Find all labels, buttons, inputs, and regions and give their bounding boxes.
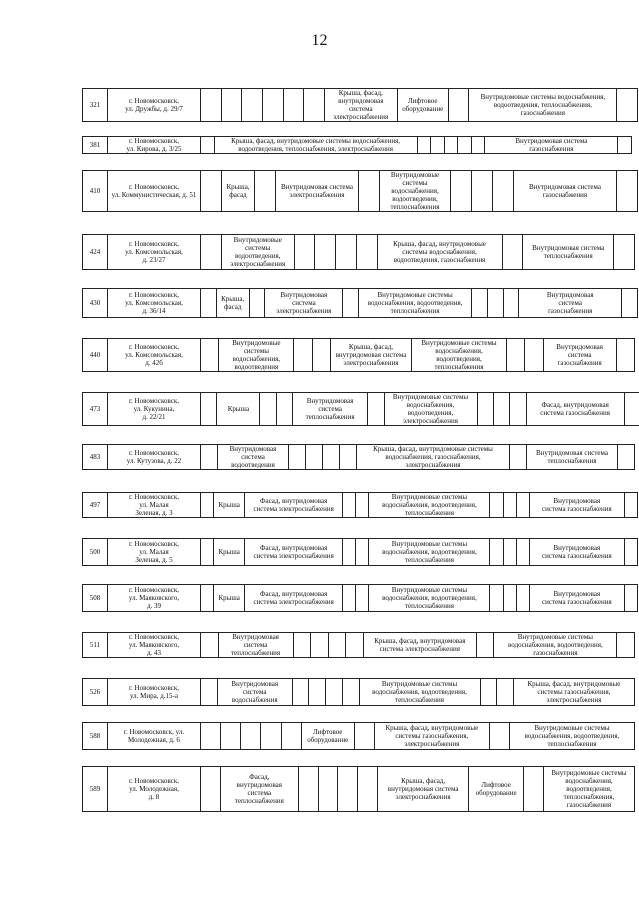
work-cell: Крыша, фасад [222, 171, 255, 212]
address-cell: г. Новомосковск, ул. Маяковского, д. 43 [108, 633, 201, 658]
empty-cell [472, 289, 488, 318]
empty-cell [497, 679, 514, 706]
empty-cell [493, 393, 509, 426]
empty-cell [503, 493, 516, 518]
empty-cell [312, 339, 330, 372]
empty-cell [622, 289, 638, 318]
work-cell: Фасад, внутридомовая система электроснабжения [245, 539, 343, 566]
empty-cell [444, 137, 458, 154]
address-cell: г. Новомосковск, ул. Кутузова, д. 22 [108, 445, 201, 470]
work-cell: Внутридомовые системы водоснабжения, водоотведения, теплоснабжения [369, 493, 490, 518]
empty-cell [242, 89, 263, 122]
empty-cell [241, 723, 261, 750]
empty-cell [201, 445, 218, 470]
work-cell: Внутридомовая система газоснабжения [529, 539, 624, 566]
empty-cell [624, 539, 637, 566]
work-cell: Внутридомовые системы водоснабжения, водоотведения, теплоснабжения [369, 539, 490, 566]
building-row-588 [82, 722, 635, 750]
empty-cell [315, 235, 336, 270]
empty-cell [201, 171, 222, 212]
empty-cell [368, 393, 384, 426]
empty-cell [417, 137, 431, 154]
empty-cell [356, 539, 369, 566]
empty-cell [490, 539, 503, 566]
row-number: 424 [83, 235, 108, 270]
row-number: 321 [83, 89, 108, 122]
empty-cell [476, 633, 494, 658]
work-cell: Фасад, внутридомовая система электроснабжения [245, 493, 343, 518]
empty-cell [431, 137, 445, 154]
work-cell: Внутридомовые системы водоснабжения, водоотведения, теплоснабжения, газоснабжения [543, 767, 634, 812]
row-number: 440 [83, 339, 108, 372]
empty-cell [490, 585, 503, 612]
empty-cell [201, 493, 214, 518]
empty-cell [201, 767, 221, 812]
work-cell: Внутридомовая система водоснабжения [217, 679, 292, 706]
empty-cell [358, 767, 378, 812]
empty-cell [311, 633, 329, 658]
empty-cell [293, 633, 311, 658]
work-cell: Внутридомовая система газоснабжения [543, 339, 616, 372]
empty-cell [306, 445, 323, 470]
building-row-497 [82, 492, 638, 518]
empty-cell [493, 171, 514, 212]
empty-cell [490, 493, 503, 518]
empty-cell [201, 585, 214, 612]
empty-cell [472, 171, 493, 212]
work-cell: Внутридомовые системы водоснабжения, водоотведения, теплоснабжения [369, 585, 490, 612]
building-row-589 [82, 766, 635, 812]
empty-cell [201, 539, 214, 566]
building-row-473 [82, 392, 639, 426]
empty-cell [294, 339, 312, 372]
empty-cell [524, 767, 544, 812]
work-cell: Внутридомовая система водоотведения [218, 445, 289, 470]
work-cell: Лифтовое оборудование [397, 89, 448, 122]
empty-cell [487, 289, 503, 318]
empty-cell [525, 339, 543, 372]
empty-cell [201, 137, 215, 154]
empty-cell [624, 493, 637, 518]
building-row-424 [82, 234, 635, 270]
work-cell: Крыша, фасад [216, 289, 249, 318]
work-cell: Внутридомовые системы водоснабжения, водоотведения [219, 339, 294, 372]
empty-cell [356, 493, 369, 518]
address-cell: г. Новомосковск, ул. Кирова, д. 3/25 [108, 137, 201, 154]
empty-cell [510, 393, 526, 426]
work-cell: Крыша, фасад, внутридомовые системы водоснабжения, водоотведения, газоснабжения [377, 235, 502, 270]
work-cell: Внутридомовая система теплоснабжения [218, 633, 293, 658]
empty-cell [516, 585, 529, 612]
row-number: 497 [83, 493, 108, 518]
empty-cell [292, 679, 309, 706]
empty-cell [503, 289, 519, 318]
empty-cell [614, 235, 635, 270]
work-cell: Фасад, внутридомовая система газоснабжения [526, 393, 624, 426]
empty-cell [506, 339, 524, 372]
row-number: 500 [83, 539, 108, 566]
row-number: 473 [83, 393, 108, 426]
empty-cell [318, 767, 338, 812]
building-row-511 [82, 632, 635, 658]
work-cell: Крыша [214, 539, 245, 566]
row-number: 511 [83, 633, 108, 658]
empty-cell [276, 393, 292, 426]
building-row-483 [82, 444, 635, 470]
work-cell: Крыша, фасад, внутридомовые системы водоснабжения, водоотведения, теплоснабжения, электроснабжения [214, 137, 417, 154]
work-cell: Крыша, фасад, внутридомовые системы газоснабжения, электроснабжения [513, 679, 634, 706]
empty-cell [448, 89, 469, 122]
empty-cell [343, 493, 356, 518]
address-cell: г. Новомосковск, ул. Молодежная, д. 8 [108, 767, 201, 812]
building-row-526 [82, 678, 635, 706]
building-row-410 [82, 170, 638, 212]
empty-cell [201, 723, 221, 750]
address-cell: г. Новомосковск, ул. Малая Зеленая, д. 3 [108, 493, 201, 518]
row-number: 410 [83, 171, 108, 212]
page-number: 12 [311, 32, 328, 49]
empty-cell [343, 289, 359, 318]
work-cell: Внутридомовая система теплоснабжения [527, 445, 618, 470]
work-cell: Внутридомовая система теплоснабжения [523, 235, 614, 270]
empty-cell [356, 235, 377, 270]
empty-cell [249, 289, 265, 318]
empty-cell [477, 393, 493, 426]
empty-cell [201, 633, 219, 658]
work-cell: Крыша, фасад, внутридомовые системы газоснабжения, электроснабжения [374, 723, 489, 750]
empty-cell [359, 171, 380, 212]
empty-cell [221, 89, 242, 122]
empty-cell [503, 539, 516, 566]
building-row-508 [82, 584, 638, 612]
work-cell: Внутридомовые системы водоснабжения, водоотведения, электроснабжения [384, 393, 477, 426]
empty-cell [346, 633, 364, 658]
work-cell: Фасад, внутридомовая система теплоснабжения [220, 767, 298, 812]
empty-cell [201, 339, 219, 372]
building-row-500 [82, 538, 638, 566]
empty-cell [201, 235, 222, 270]
work-cell: Внутридомовые системы водоотведения, электроснабжения [221, 235, 294, 270]
work-cell: Лифтовое оборудование [469, 767, 524, 812]
row-number: 483 [83, 445, 108, 470]
work-cell: Внутридомовая система электроснабжения [276, 171, 359, 212]
empty-cell [221, 723, 241, 750]
building-row-321 [82, 88, 638, 122]
work-cell: Крыша, фасад, внутридомовая система электроснабжения [363, 633, 476, 658]
empty-cell [289, 445, 306, 470]
work-cell: Внутридомовые системы водоснабжения, водоотведения, теплоснабжения [380, 171, 451, 212]
empty-cell [283, 89, 304, 122]
row-number: 508 [83, 585, 108, 612]
address-cell: г. Новомосковск, ул. Малая Зеленая, д. 5 [108, 539, 201, 566]
empty-cell [336, 235, 357, 270]
building-row-430 [82, 288, 638, 318]
empty-cell [261, 723, 281, 750]
row-number: 589 [83, 767, 108, 812]
address-cell: г. Новомосковск, ул. Комсомольская, д. 42б [108, 339, 201, 372]
building-row-440 [82, 338, 635, 372]
empty-cell [281, 723, 301, 750]
empty-cell [516, 493, 529, 518]
empty-cell [624, 585, 637, 612]
empty-cell [617, 89, 638, 122]
empty-cell [618, 445, 635, 470]
empty-cell [255, 171, 276, 212]
work-cell: Внутридомовые системы водоснабжения, водоотведения, теплоснабжения [359, 289, 472, 318]
work-cell: Внутридомовые системы водоснабжения, водоотведения, теплоснабжения [411, 339, 506, 372]
empty-cell [260, 393, 276, 426]
work-cell: Внутридомовые системы водоснабжения, водоотведения, газоснабжения [494, 633, 617, 658]
empty-cell [262, 89, 283, 122]
empty-cell [294, 235, 315, 270]
address-cell: г. Новомосковск, ул. Кукунина, д. 22/21 [108, 393, 201, 426]
empty-cell [304, 89, 325, 122]
empty-cell [201, 89, 222, 122]
empty-cell [323, 445, 340, 470]
work-cell: Крыша, фасад, внутридомовая система электроснабжения [330, 339, 411, 372]
empty-cell [298, 767, 318, 812]
address-cell: г. Новомосковск, ул. Дружбы, д. 29/7 [108, 89, 201, 122]
empty-cell [458, 137, 472, 154]
empty-cell [342, 679, 359, 706]
empty-cell [617, 171, 638, 212]
work-cell: Крыша, фасад, внутридомовые системы водоснабжения, газоснабжения, электроснабжения [357, 445, 510, 470]
empty-cell [343, 585, 356, 612]
work-cell: Крыша [217, 393, 260, 426]
address-cell: г. Новомосковск, ул. Комсомольская, д. 23/27 [108, 235, 201, 270]
empty-cell [480, 679, 497, 706]
work-cell: Внутридомовые системы водоснабжения, водоотведения, теплоснабжения [509, 723, 634, 750]
empty-cell [471, 137, 485, 154]
row-number: 588 [83, 723, 108, 750]
row-number: 526 [83, 679, 108, 706]
empty-cell [624, 393, 639, 426]
work-cell: Крыша [214, 493, 245, 518]
empty-cell [616, 339, 634, 372]
empty-cell [309, 679, 326, 706]
building-row-381 [82, 136, 632, 154]
work-cell: Внутридомовая система газоснабжения [529, 585, 624, 612]
work-cell: Крыша, фасад, внутридомовая система электроснабжения [324, 89, 397, 122]
empty-cell [201, 393, 217, 426]
work-cell: Крыша [214, 585, 245, 612]
empty-cell [340, 445, 357, 470]
empty-cell [201, 679, 218, 706]
empty-cell [617, 633, 635, 658]
empty-cell [502, 235, 523, 270]
work-cell: Внутридомовые системы водоснабжения, водоотведения, теплоснабжения, газоснабжения [469, 89, 617, 122]
empty-cell [343, 539, 356, 566]
empty-cell [354, 723, 374, 750]
empty-cell [328, 633, 346, 658]
empty-cell [356, 585, 369, 612]
work-cell: Внутридомовая система газоснабжения [514, 171, 617, 212]
work-cell: Лифтовое оборудование [301, 723, 354, 750]
work-cell: Внутридомовая система газоснабжения [485, 137, 618, 154]
work-cell: Внутридомовая система газоснабжения [529, 493, 624, 518]
work-cell: Внутридомовая система электроснабжения [265, 289, 343, 318]
empty-cell [326, 679, 343, 706]
address-cell: г. Новомосковск, ул. Комсомольская, д. 36/14 [108, 289, 201, 318]
empty-cell [516, 539, 529, 566]
empty-cell [338, 767, 358, 812]
address-cell: г. Новомосковск, ул. Мира, д.15-а [108, 679, 201, 706]
address-cell: г. Новомосковск, ул. Коммунистическая, д. 51 [108, 171, 201, 212]
empty-cell [618, 137, 632, 154]
work-cell: Фасад, внутридомовая система электроснабжения [245, 585, 343, 612]
empty-cell [451, 171, 472, 212]
work-cell: Внутридомовая система газоснабжения [519, 289, 622, 318]
row-number: 430 [83, 289, 108, 318]
address-cell: г. Новомосковск, ул. Маяковского, д. 39 [108, 585, 201, 612]
empty-cell [503, 585, 516, 612]
work-cell: Крыша, фасад, внутридомовая система электроснабжения [378, 767, 469, 812]
row-number: 381 [83, 137, 108, 154]
empty-cell [510, 445, 527, 470]
address-cell: г. Новомосковск, ул. Молодежная, д. 6 [108, 723, 201, 750]
empty-cell [489, 723, 509, 750]
work-cell: Внутридомовые системы водоснабжения, водоотведения, теплоснабжения [359, 679, 480, 706]
empty-cell [201, 289, 217, 318]
work-cell: Внутридомовая система теплоснабжения [293, 393, 368, 426]
